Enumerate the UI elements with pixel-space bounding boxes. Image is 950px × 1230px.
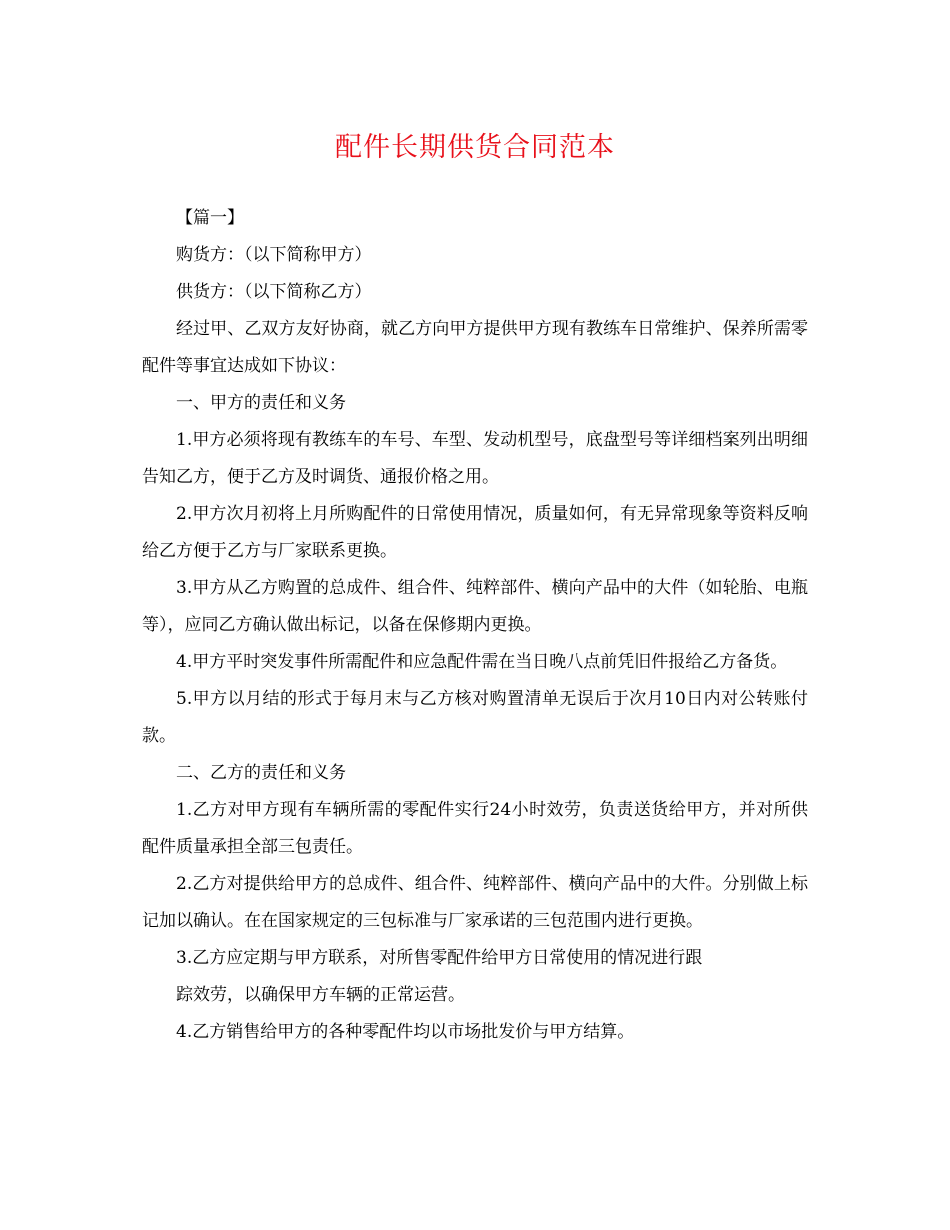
party-a-clause-4: 4.甲方平时突发事件所需配件和应急配件需在当日晚八点前凭旧件报给乙方备货。 (176, 652, 788, 672)
section-heading-party-a: 一、甲方的责任和义务 (176, 393, 346, 413)
party-b-clause-3: 3.乙方应定期与甲方联系，对所售零配件给甲方日常使用的情况进行跟 (176, 948, 703, 968)
section-heading-part-one: 【篇一】 (176, 208, 244, 228)
document-body (142, 200, 808, 1051)
party-b-clause-2: 2.乙方对提供给甲方的总成件、组合件、纯粹部件、横向产品中的大件。分别做上标记加以确认。在在国家规定的三包标准与厂家承诺的三包范围内进行更换。 (142, 874, 808, 931)
party-a-clause-1: 1.甲方必须将现有教练车的车号、车型、发动机型号，底盘型号等详细档案列出明细告知乙方，便于乙方及时调货、通报价格之用。 (142, 430, 808, 487)
supplier-line: 供货方：（以下简称乙方） (176, 282, 372, 302)
section-heading-party-b: 二、乙方的责任和义务 (176, 763, 346, 783)
buyer-line: 购货方：（以下简称甲方） (176, 245, 372, 265)
party-a-clause-5: 5.甲方以月结的形式于每月末与乙方核对购置清单无误后于次月10日内对公转账付款。 (142, 689, 808, 746)
document-title: 配件长期供货合同范本 (335, 132, 615, 163)
preamble-paragraph: 经过甲、乙双方友好协商，就乙方向甲方提供甲方现有教练车日常维护、保养所需零配件等事宜达成如下协议： (142, 319, 808, 376)
party-b-clause-3-continued: 踪效劳，以确保甲方车辆的正常运营。 (176, 985, 465, 1005)
party-a-clause-2: 2.甲方次月初将上月所购配件的日常使用情况，质量如何，有无异常现象等资料反响给乙方便于乙方与厂家联系更换。 (142, 504, 808, 561)
party-b-clause-4: 4.乙方销售给甲方的各种零配件均以市场批发价与甲方结算。 (176, 1022, 635, 1042)
party-b-clause-1: 1.乙方对甲方现有车辆所需的零配件实行24小时效劳，负责送货给甲方，并对所供配件质量承担全部三包责任。 (142, 800, 808, 857)
party-a-clause-3: 3.甲方从乙方购置的总成件、组合件、纯粹部件、横向产品中的大件（如轮胎、电瓶等），应同乙方确认做出标记，以备在保修期内更换。 (142, 578, 808, 635)
